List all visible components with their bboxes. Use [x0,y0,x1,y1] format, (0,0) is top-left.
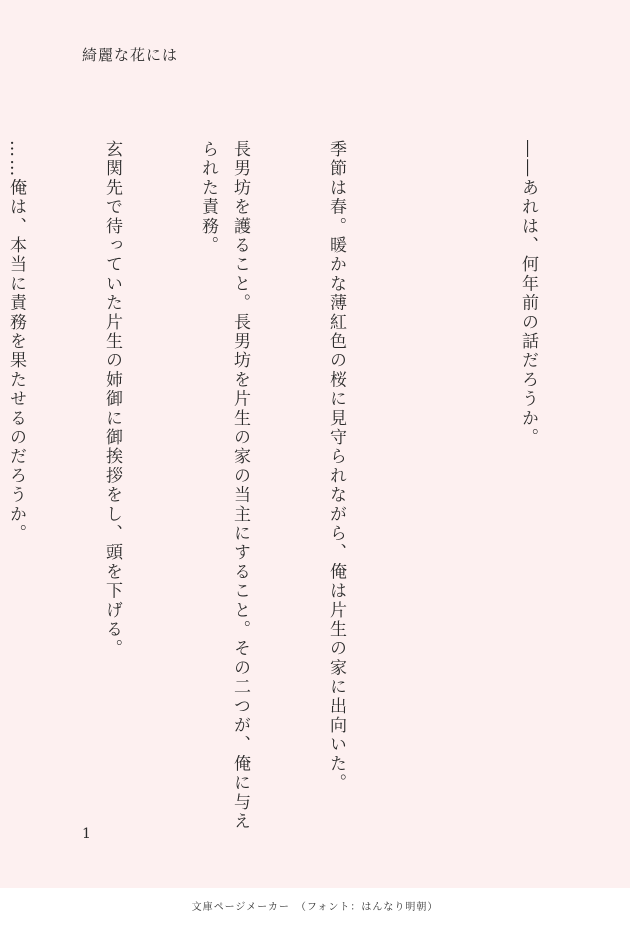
paragraph: ……俺は、本当に責務を果たせるのだろうか。 [6,140,26,544]
paragraph: 長男坊を護ること。長男坊を片生の家の当主にすること。その二つが、俺に与えられた責務。 [198,140,250,832]
page-number: 1 [82,826,91,842]
paragraph: 玄関先で待っていた片生の姉御に御挨拶をし、頭を下げる。 [102,140,122,659]
running-title: 綺麗な花には [82,46,179,64]
vertical-body-text [0,140,608,840]
blank-line [416,140,448,840]
paragraph: ――あれは、何年前の話だろうか。 [518,140,538,448]
footer-credit: 文庫ページメーカー （フォント：はんなり明朝） [0,888,630,928]
paragraph: 季節は春。暖かな薄紅色の桜に見守られながら、俺は片生の家に出向いた。 [326,140,346,793]
